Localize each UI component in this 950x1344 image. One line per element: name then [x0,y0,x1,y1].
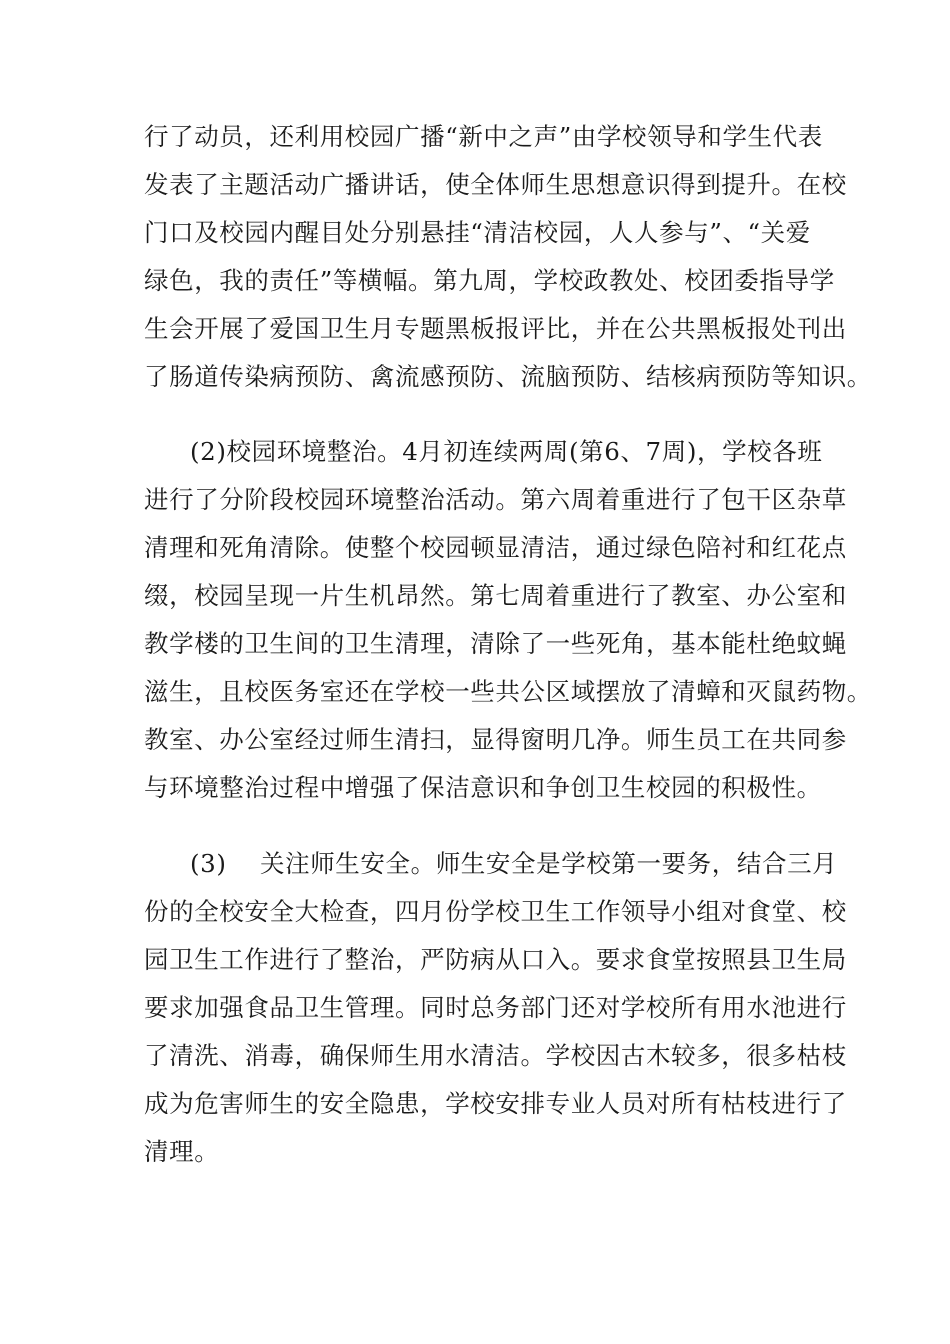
text-line: 与环境整治过程中增强了保洁意识和争创卫生校园的积极性。 [144,773,822,802]
text-line: 滋生，且校医务室还在学校一些共公区域摆放了清蟑和灭鼠药物。 [144,677,872,706]
text-line: 行了动员，还利用校园广播“新中之声”由学校领导和学生代表 [144,122,823,151]
text-line: (2)校园环境整治。4月初连续两周(第6、7周)，学校各班 [190,437,823,466]
text-line: 要求加强食品卫生管理。同时总务部门还对学校所有用水池进行 [144,993,847,1022]
text-line: 门口及校园内醒目处分别悬挂“清洁校园，人人参与”、“关爱 [144,218,811,247]
text-line: 了清洗、消毒，确保师生用水清洁。学校因古木较多，很多枯枝 [144,1041,847,1070]
text-line: 了肠道传染病预防、禽流感预防、流脑预防、结核病预防等知识。 [144,362,872,391]
text-line: 进行了分阶段校园环境整治活动。第六周着重进行了包干区杂草 [144,485,847,514]
text-line: 清理和死角清除。使整个校园顿显清洁，通过绿色陪衬和红花点 [144,533,847,562]
text-line: 发表了主题活动广播讲话，使全体师生思想意识得到提升。在校 [144,170,847,199]
text-line: 清理。 [144,1137,220,1166]
text-line: 成为危害师生的安全隐患，学校安排专业人员对所有枯枝进行了 [144,1089,847,1118]
text-line: 份的全校安全大检查，四月份学校卫生工作领导小组对食堂、校 [144,897,847,926]
text-line: 园卫生工作进行了整治，严防病从口入。要求食堂按照县卫生局 [144,945,847,974]
text-line: (3) 关注师生安全。师生安全是学校第一要务，结合三月 [190,849,838,878]
text-line: 教学楼的卫生间的卫生清理，清除了一些死角，基本能杜绝蚊蝇 [144,629,847,658]
text-line: 绿色，我的责任”等横幅。第九周，学校政教处、校团委指导学 [144,266,835,295]
text-line: 缀，校园呈现一片生机昂然。第七周着重进行了教室、办公室和 [144,581,847,610]
text-line: 生会开展了爱国卫生月专题黑板报评比，并在公共黑板报处刊出 [144,314,847,343]
text-line: 教室、办公室经过师生清扫，显得窗明几净。师生员工在共同参 [144,725,847,754]
